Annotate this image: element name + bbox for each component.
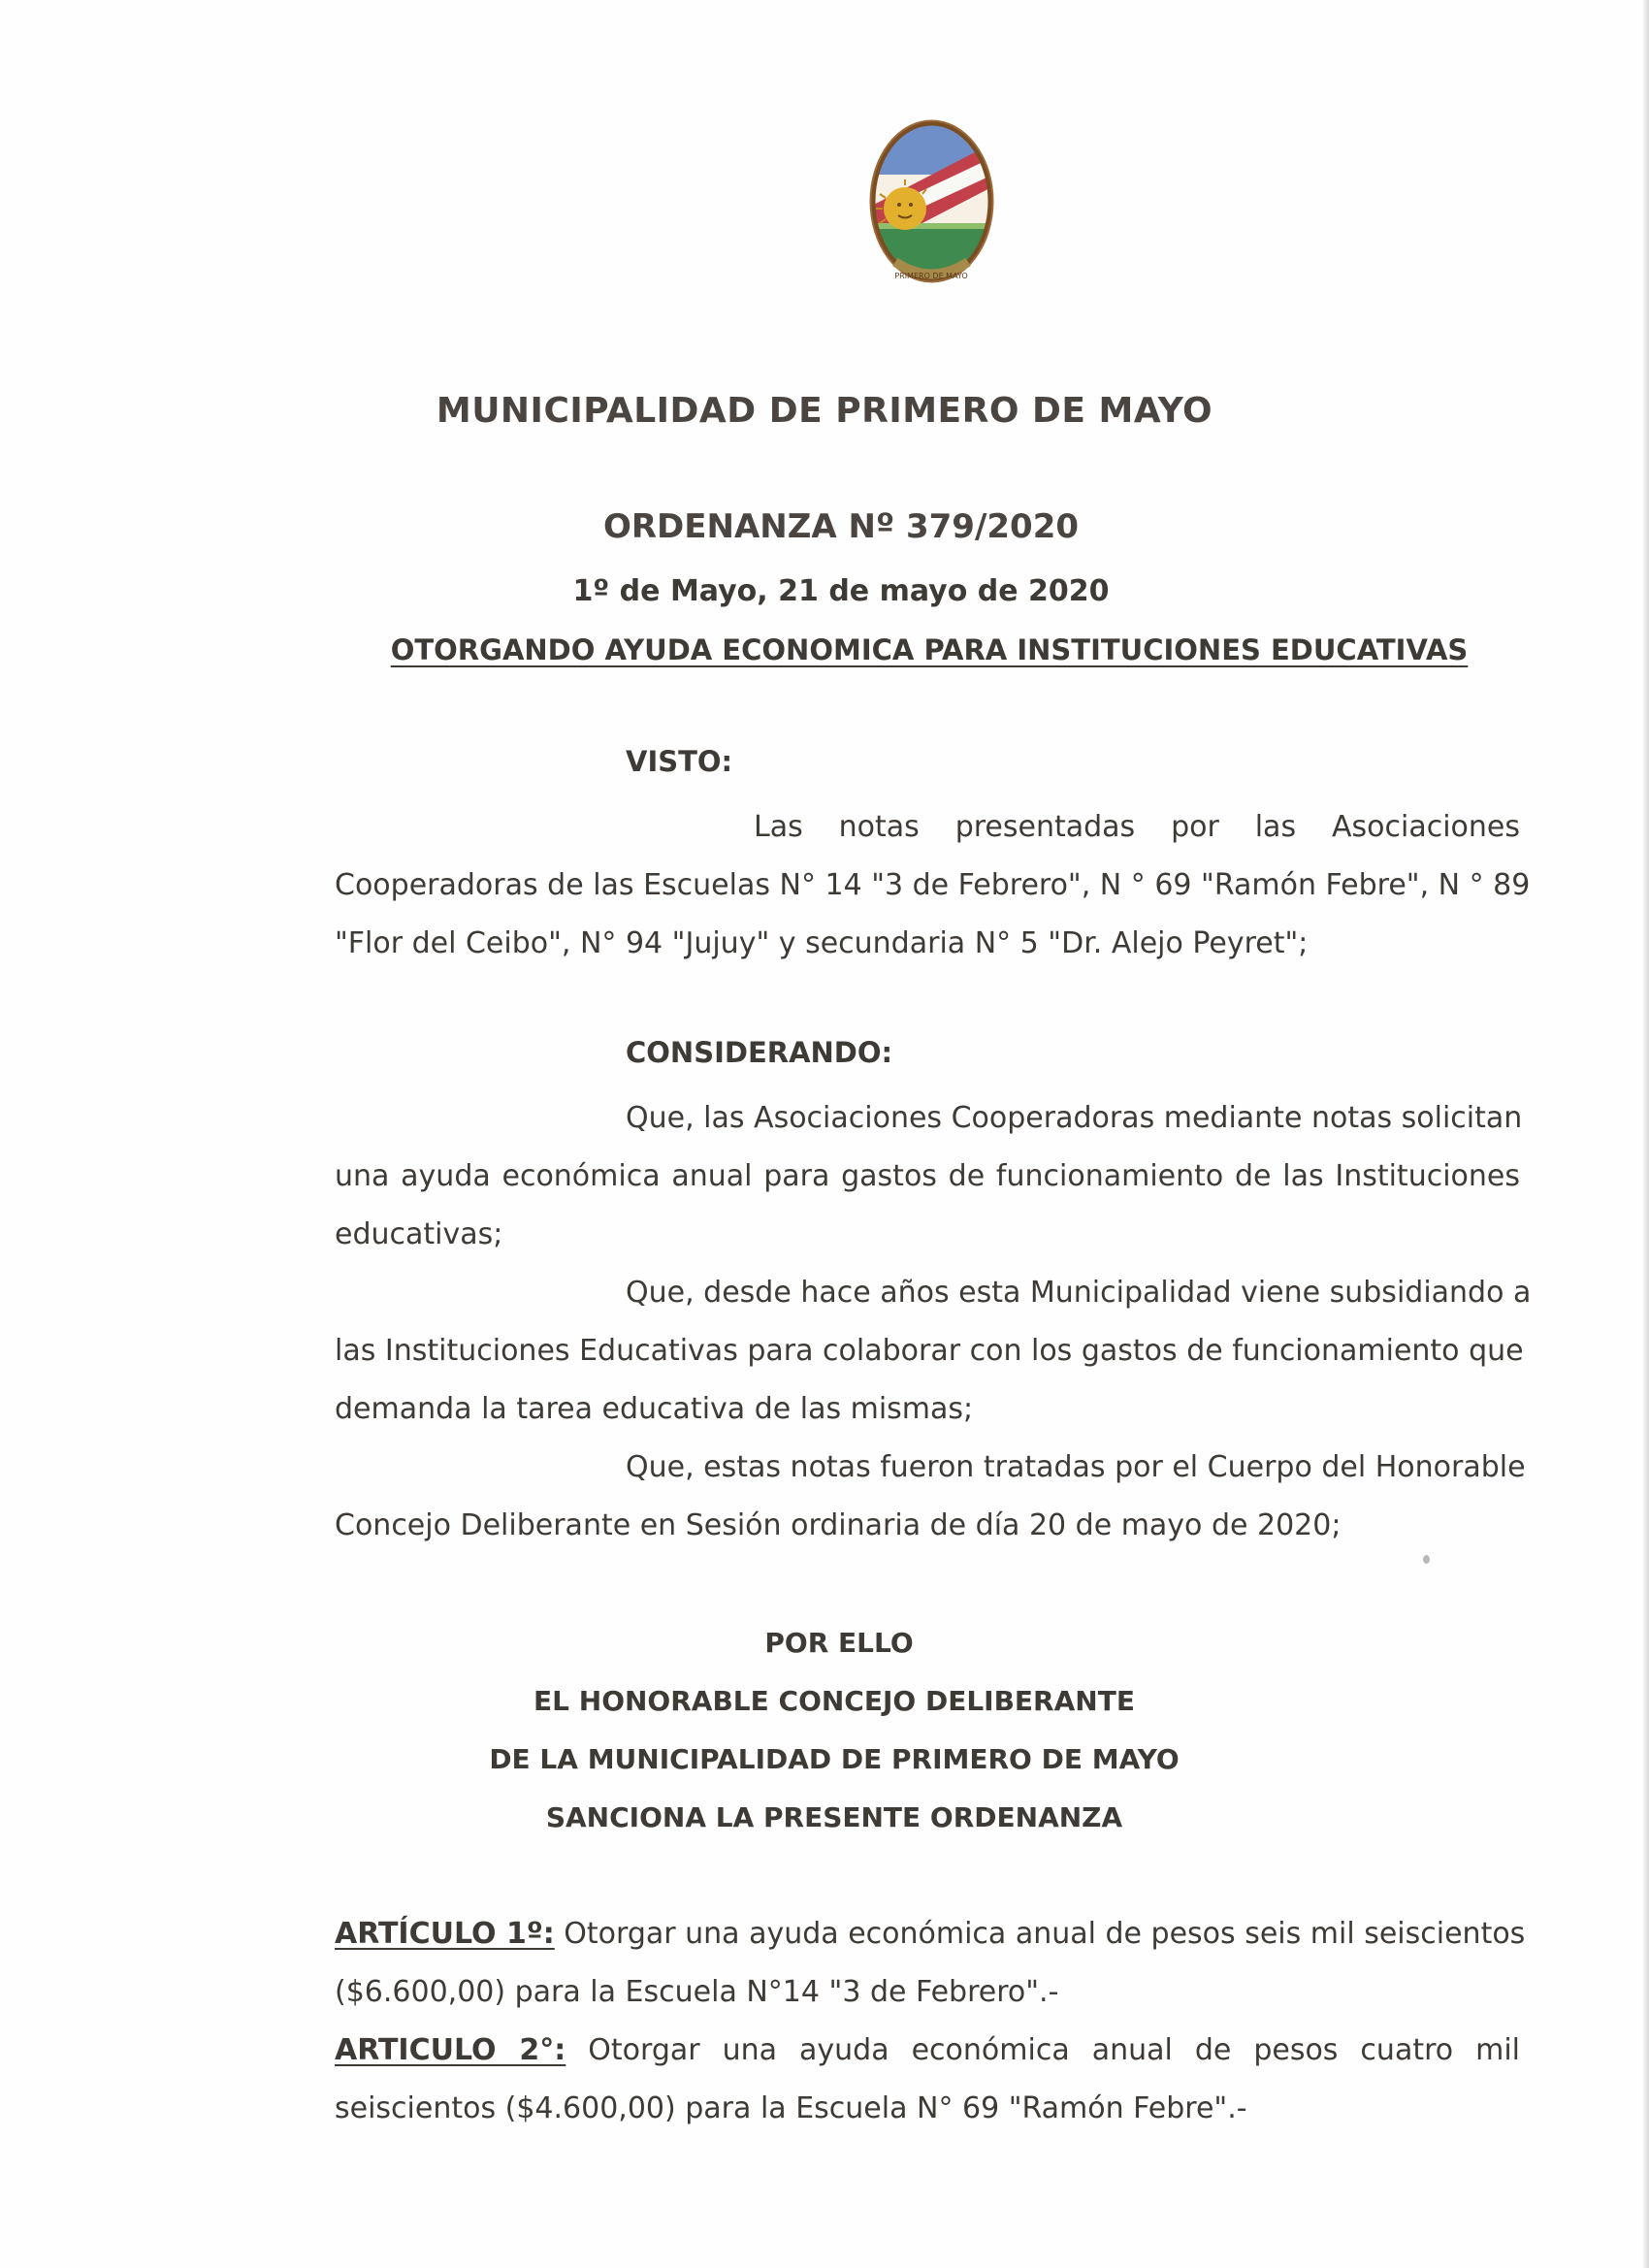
considerando-p1-line-1: Que, las Asociaciones Cooperadoras mediante notas solicitan (626, 1101, 1523, 1135)
scan-speck (1423, 1555, 1430, 1564)
article-2 (335, 2022, 1520, 2138)
considerando-paragraph-3 (335, 1439, 1526, 1555)
considerando-p2-line-1: Que, desde hace años esta Municipalidad viene subsidiando a (626, 1276, 1532, 1310)
visto-line-2: Cooperadoras de las Escuelas N° 14 "3 de Febrero", N ° 69 "Ramón Febre", N ° 89 (335, 868, 1531, 902)
sanciona-line: SANCIONA LA PRESENTE ORDENANZA (545, 1801, 1123, 1833)
article-1-text: Otorgar una ayuda económica anual de pesos seis mil seiscientos (554, 1917, 1526, 1951)
visto-line-3: "Flor del Ceibo", N° 94 "Jujuy" y secundaria N° 5 "Dr. Alejo Peyret"; (335, 926, 1309, 960)
por-ello-line: POR ELLO (764, 1627, 914, 1659)
article-1-line-2: ($6.600,00) para la Escuela N°14 "3 de Febrero".- (335, 1975, 1059, 2009)
considerando-paragraph-1 (335, 1089, 1523, 1264)
considerando-paragraph-2 (335, 1264, 1532, 1439)
considerando-p3-line-1: Que, estas notas fueron tratadas por el Cuerpo del Honorable (626, 1450, 1526, 1484)
article-2-label: ARTICULO 2°: (335, 2033, 566, 2067)
article-1 (335, 1905, 1526, 2022)
article-2-line-2: seiscientos ($4.600,00) para la Escuela N° 69 "Ramón Febre".- (335, 2091, 1247, 2125)
municipalidad-line: DE LA MUNICIPALIDAD DE PRIMERO DE MAYO (489, 1743, 1180, 1775)
honorable-concejo-line: EL HONORABLE CONCEJO DELIBERANTE (534, 1685, 1135, 1717)
article-1-line-1 (335, 1905, 1526, 1963)
article-2-text: Otorgar una ayuda económica anual de pesos cuatro mil (566, 2033, 1521, 2067)
date-line: 1º de Mayo, 21 de mayo de 2020 (572, 574, 1110, 608)
subject-line: OTORGANDO AYUDA ECONOMICA PARA INSTITUCIONES EDUCATIVAS (390, 633, 1469, 666)
considerando-heading: CONSIDERANDO: (626, 1036, 893, 1069)
considerando-p1-line-3: educativas; (335, 1217, 503, 1251)
considerando-p2-line-2: las Instituciones Educativas para colaborar con los gastos de funcionamiento que (335, 1334, 1524, 1368)
visto-heading: VISTO: (626, 745, 733, 778)
considerando-p1-line-2: una ayuda económica anual para gastos de funcionamiento de las Instituciones (335, 1159, 1520, 1193)
article-2-line-1 (335, 2022, 1520, 2080)
considerando-p3-line-2: Concejo Deliberante en Sesión ordinaria de día 20 de mayo de 2020; (335, 1508, 1342, 1542)
visto-paragraph (335, 798, 1531, 973)
considerando-p2-line-3: demanda la tarea educativa de las mismas; (335, 1392, 974, 1426)
article-1-label: ARTÍCULO 1º: (335, 1917, 555, 1951)
page-title: MUNICIPALIDAD DE PRIMERO DE MAYO (436, 391, 1213, 431)
visto-line-1: Las notas presentadas por las Asociaciones (754, 810, 1520, 844)
municipal-seal-icon (866, 116, 997, 286)
seal-bottom-text: PRIMERO DE MAYO (894, 272, 968, 280)
ordinance-number: ORDENANZA Nº 379/2020 (602, 507, 1080, 546)
page-edge (1643, 0, 1649, 2268)
